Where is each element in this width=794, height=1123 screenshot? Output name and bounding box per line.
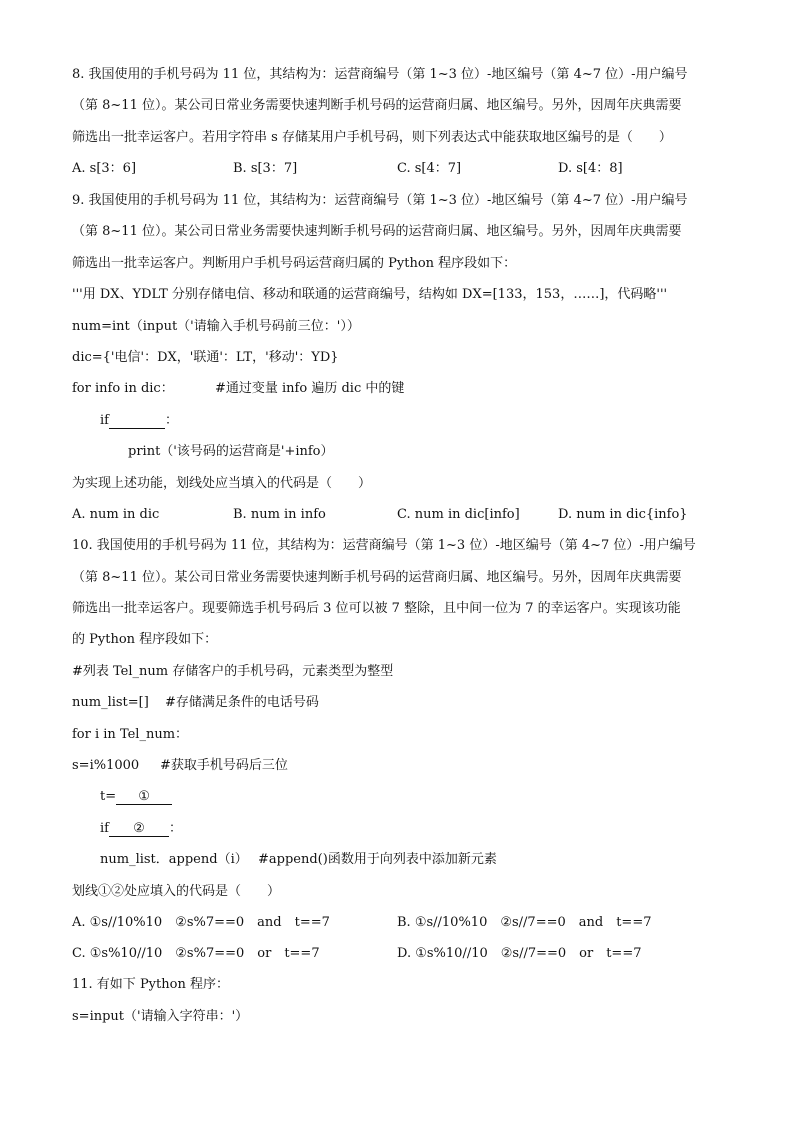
- q10-fill-blank-1[interactable]: ①: [116, 790, 172, 805]
- q10-option-b[interactable]: B. ①s//10%10 ②s//7==0 and t==7: [397, 915, 652, 930]
- q9-option-c[interactable]: C. num in dic[info]: [397, 507, 520, 522]
- q10-code-if: [100, 820, 182, 838]
- q8-stem-line-2: （第 8~11 位）。某公司日常业务需要快速判断手机号码的运营商归属、地区编号。另外，因周年庆典需要: [72, 98, 682, 113]
- q9-code-if-keyword: if: [100, 413, 109, 428]
- q9-code-input: num=int（input（'请输入手机号码前三位：'））: [72, 319, 360, 334]
- q11-code-input: s=input（'请输入字符串：'）: [72, 1009, 249, 1024]
- q10-code-t-assign: [100, 788, 172, 806]
- q8-stem-line-3: 筛选出一批幸运客户。若用字符串 s 存储某用户手机号码，则下列表达式中能获取地区编号的是（ ）: [72, 130, 672, 145]
- q10-code-if-colon: ：: [168, 821, 182, 836]
- q10-code-mod-stmt: s=i%1000: [72, 758, 140, 773]
- q9-question: 为实现上述功能，划线处应当填入的代码是（ ）: [72, 476, 372, 491]
- q11-stem-line-1: 11. 有如下 Python 程序：: [72, 977, 229, 992]
- q9-option-d[interactable]: D. num in dic{info}: [558, 507, 688, 522]
- q10-stem-line-2: （第 8~11 位）。某公司日常业务需要快速判断手机号码的运营商归属、地区编号。另外，因周年庆典需要: [72, 570, 682, 585]
- q10-code-mod: [72, 757, 288, 775]
- q9-code-if: [100, 412, 178, 430]
- q9-option-a[interactable]: A. num in dic: [72, 507, 160, 522]
- q9-code-for-stmt: for info in dic：: [72, 381, 174, 396]
- q10-code-append-stmt: num_list．append（i）: [100, 852, 248, 867]
- q9-option-b[interactable]: B. num in info: [233, 507, 326, 522]
- q10-stem-line-4: 的 Python 程序段如下：: [72, 632, 218, 647]
- q10-code-list-comment: #存储满足条件的电话号码: [165, 695, 319, 710]
- q10-code-for: for i in Tel_num：: [72, 727, 189, 742]
- q9-code-for-comment: #通过变量 info 遍历 dic 中的键: [215, 381, 405, 396]
- q9-code-comment: '''用 DX、YDLT 分别存储电信、移动和联通的运营商编号，结构如 DX=[133，153，……]，代码略''': [72, 287, 668, 302]
- q10-code-mod-comment: #获取手机号码后三位: [160, 758, 288, 773]
- q9-fill-blank[interactable]: [109, 414, 165, 429]
- q10-code-list-stmt: num_list=[]: [72, 695, 149, 710]
- q8-option-d[interactable]: D. s[4：8]: [558, 161, 623, 176]
- q10-stem-line-1: 10. 我国使用的手机号码为 11 位，其结构为：运营商编号（第 1~3 位）-地区编号（第 4~7 位）-用户编号: [72, 538, 696, 553]
- q9-stem-line-3: 筛选出一批幸运客户。判断用户手机号码运营商归属的 Python 程序段如下：: [72, 256, 517, 271]
- q10-code-comment: #列表 Tel_num 存储客户的手机号码，元素类型为整型: [72, 664, 394, 679]
- q10-question: 划线①②处应填入的代码是（ ）: [72, 884, 281, 899]
- q10-code-append-comment: #append()函数用于向列表中添加新元素: [258, 852, 497, 867]
- q10-stem-line-3: 筛选出一批幸运客户。现要筛选手机号码后 3 位可以被 7 整除，且中间一位为 7 的幸运客户。实现该功能: [72, 601, 681, 616]
- q10-option-d[interactable]: D. ①s%10//10 ②s//7==0 or t==7: [397, 946, 642, 961]
- q8-stem-line-1: 8. 我国使用的手机号码为 11 位，其结构为：运营商编号（第 1~3 位）-地区编号（第 4~7 位）-用户编号: [72, 67, 688, 82]
- q10-code-list-init: [72, 694, 319, 712]
- q10-code-if-keyword: if: [100, 821, 109, 836]
- q9-stem-line-2: （第 8~11 位）。某公司日常业务需要快速判断手机号码的运营商归属、地区编号。另外，因周年庆典需要: [72, 224, 682, 239]
- q9-code-print: print（'该号码的运营商是'+info）: [128, 444, 334, 459]
- q8-option-c[interactable]: C. s[4：7]: [397, 161, 462, 176]
- q9-code-dict: dic={'电信'：DX，'联通'：LT，'移动'：YD}: [72, 350, 339, 365]
- q10-option-c[interactable]: C. ①s%10//10 ②s%7==0 or t==7: [72, 946, 320, 961]
- q8-option-a[interactable]: A. s[3：6]: [72, 161, 137, 176]
- q9-code-for: [72, 380, 405, 398]
- q10-code-t-lhs: t=: [100, 789, 117, 804]
- q8-option-b[interactable]: B. s[3：7]: [233, 161, 298, 176]
- q10-option-a[interactable]: A. ①s//10%10 ②s%7==0 and t==7: [72, 915, 330, 930]
- q10-fill-blank-2[interactable]: ②: [109, 822, 169, 837]
- q9-stem-line-1: 9. 我国使用的手机号码为 11 位，其结构为：运营商编号（第 1~3 位）-地区编号（第 4~7 位）-用户编号: [72, 193, 688, 208]
- q10-code-append: [100, 851, 497, 869]
- q9-code-if-colon: ：: [164, 413, 178, 428]
